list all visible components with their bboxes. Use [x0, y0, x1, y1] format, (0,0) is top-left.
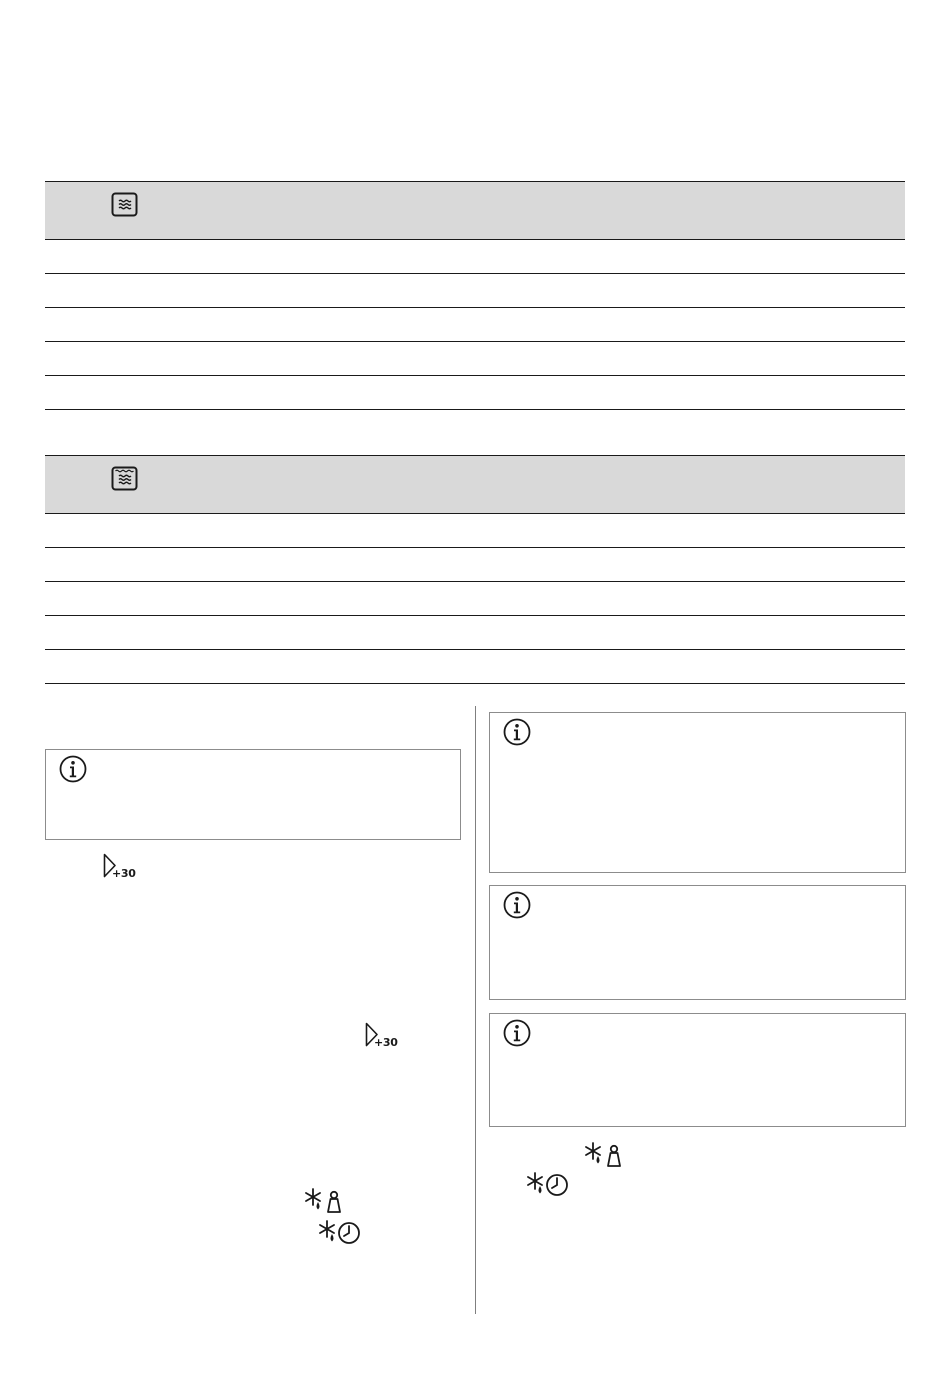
info-note-box: [489, 1013, 906, 1127]
plus-30-label: +30: [374, 1036, 398, 1049]
table-header: [45, 182, 905, 240]
info-note-box: [489, 885, 906, 1000]
play-plus-30-icon: [365, 1022, 405, 1052]
column-divider: [475, 706, 476, 1314]
table-row: [45, 514, 905, 548]
defrost-by-weight-icon: [304, 1186, 348, 1216]
info-icon: [503, 891, 531, 919]
info-note-box: [45, 749, 461, 840]
table-row: [45, 616, 905, 650]
table-row: [45, 274, 905, 308]
microwave-waves-frame-icon: [111, 466, 138, 491]
microwave-table-2: [45, 455, 905, 684]
table-row: [45, 342, 905, 376]
play-plus-30-icon: [103, 853, 143, 883]
table-row: [45, 650, 905, 684]
table-header: [45, 456, 905, 514]
microwave-table-1: [45, 181, 905, 410]
microwave-waves-icon: [111, 192, 138, 217]
defrost-by-weight-icon: [584, 1140, 628, 1170]
info-icon: [59, 755, 87, 783]
defrost-by-time-icon: [526, 1170, 570, 1200]
table-row: [45, 582, 905, 616]
info-icon: [503, 718, 531, 746]
table-row: [45, 308, 905, 342]
info-note-box: [489, 712, 906, 873]
defrost-by-time-icon: [318, 1218, 362, 1248]
table-row: [45, 548, 905, 582]
table-row: [45, 376, 905, 410]
info-icon: [503, 1019, 531, 1047]
table-row: [45, 240, 905, 274]
plus-30-label: +30: [112, 867, 136, 880]
